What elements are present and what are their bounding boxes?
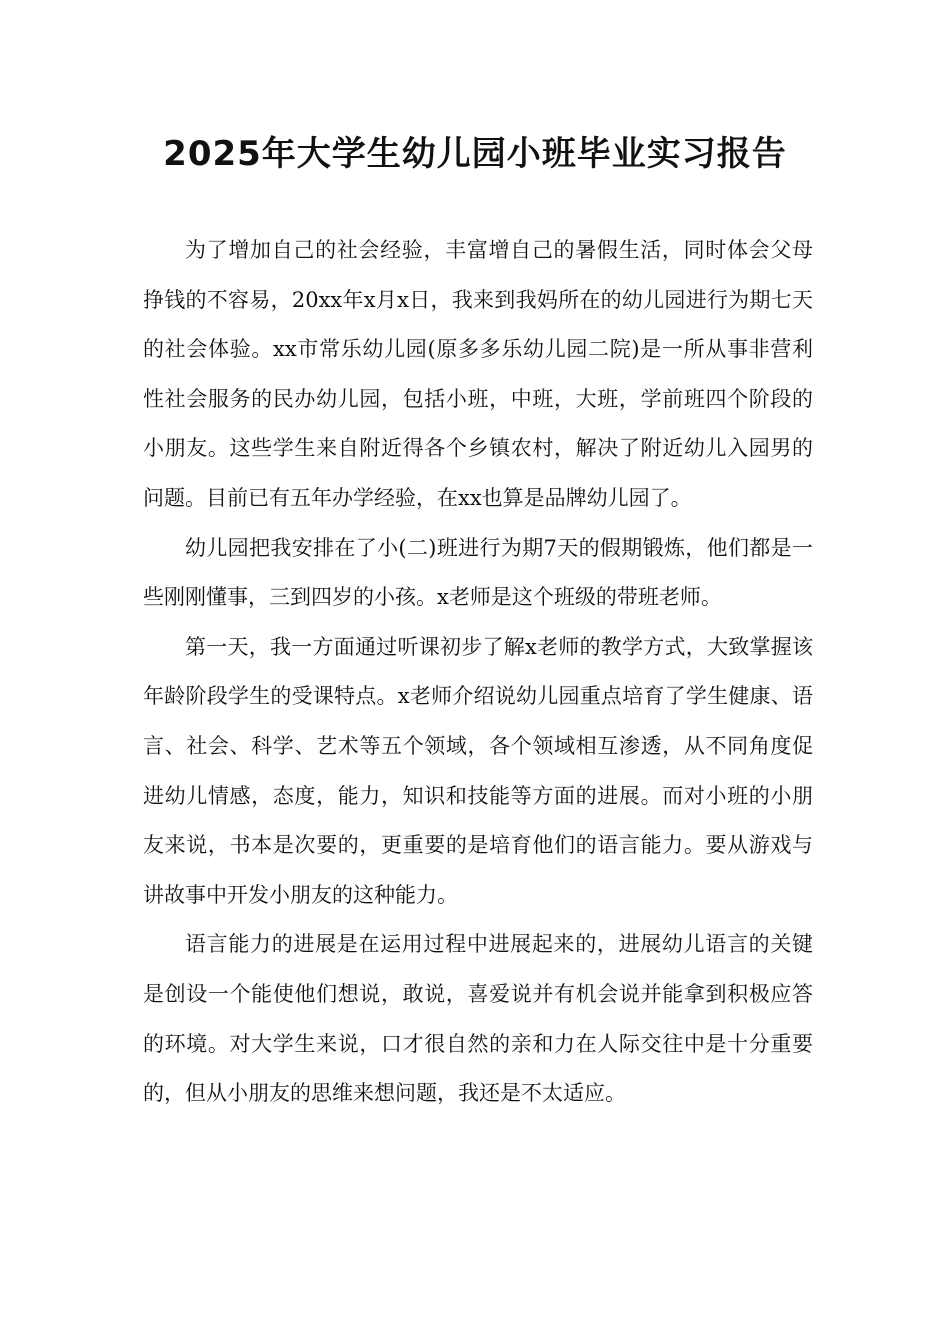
paragraph-4: 语言能力的进展是在运用过程中进展起来的，进展幼儿语言的关键是创设一个能使他们想说，敢说，喜爱说并有机会说并能拿到积极应答的环境。对大学生来说，口才很自然的亲和力在人际交往中是十分重要的，但从小朋友的思维来想问题，我还是不太适应。 <box>143 932 813 1106</box>
paragraph-1: 为了增加自己的社会经验，丰富增自己的暑假生活，同时体会父母挣钱的不容易，20xx年x月x日，我来到我妈所在的幼儿园进行为期七天的社会体验。xx市常乐幼儿园(原多多乐幼儿园二院)是一所从事非营利性社会服务的民办幼儿园，包括小班，中班，大班，学前班四个阶段的小朋友。这些学生来自附近得各个乡镇农村，解决了附近幼儿入园男的问题。目前已有五年办学经验，在xx也算是品牌幼儿园了。 <box>143 238 813 510</box>
document-body <box>143 226 813 1119</box>
paragraph-3: 第一天，我一方面通过听课初步了解x老师的教学方式，大致掌握该年龄阶段学生的受课特点。x老师介绍说幼儿园重点培育了学生健康、语言、社会、科学、艺术等五个领域，各个领域相互渗透，从不同角度促进幼儿情感，态度，能力，知识和技能等方面的进展。而对小班的小朋友来说，书本是次要的，更重要的是培育他们的语言能力。要从游戏与讲故事中开发小朋友的这种能力。 <box>143 634 813 907</box>
document-title: 2025年大学生幼儿园小班毕业实习报告 <box>163 134 787 174</box>
paragraph-2: 幼儿园把我安排在了小(二)班进行为期7天的假期锻炼，他们都是一些刚刚懂事，三到四岁的小孩。x老师是这个班级的带班老师。 <box>143 535 813 610</box>
